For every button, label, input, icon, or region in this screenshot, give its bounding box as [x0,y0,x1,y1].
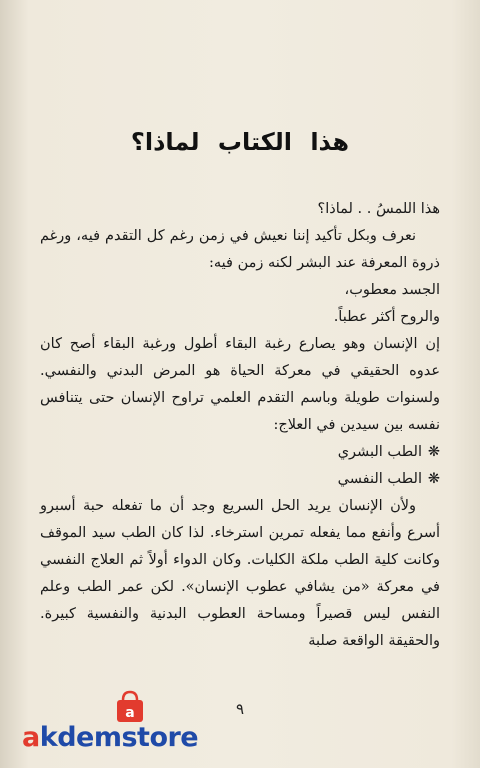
list-item-text: الطب النفسي [337,471,422,487]
paragraph: والروح أكثر عطباً. [333,309,440,325]
list-item-text: الطب البشري [337,444,422,460]
list-item [40,439,440,466]
paragraph: الجسد معطوب، [344,282,440,298]
chapter-title: هذا الكتاب لماذا؟ [130,128,350,156]
paragraph: إن الإنسان وهو يصارع رغبة البقاء أطول ورغبة البقاء أصح كان عدوه الحقيقي في معركة الحياة هو المرض البدني والنفسي. ولسنوات طويلة وباسم التقدم العلمي تراوح الإنسان حتى يتنافس نفسه بين سيدين في العلاج: [40,336,440,433]
svg-text:a: a [125,705,135,721]
body-text [40,196,440,655]
paragraph: نعرف وبكل تأكيد إننا نعيش في زمن رغم كل التقدم فيه، ورغم ذروة المعرفة عند البشر لكنه زمن فيه: [40,228,440,271]
page-number: ٩ [235,700,245,718]
paragraph: ولأن الإنسان يريد الحل السريع وجد أن ما تفعله حبة أسبرو أسرع وأنفع مما يفعله تمرين استرخاء. لذا كان الطب سيد الموقف وكانت كلية الطب ملكة الكليات. وكان الدواء أولاً ثم العلاج النفسي في معركة «من يشافي عطوب الإنسان». لكن عمر الطب وعلم النفس ليس قصيراً ومساحة العطوب البدنية والنفسية كبيرة. والحقيقة الواقعة صلبة [40,498,440,649]
bullet-icon: ❋ [427,444,440,460]
logo-wordmark: akdemstore [22,722,199,753]
list-item [40,466,440,493]
paragraph: هذا اللمسُ . . لماذا؟ [317,201,440,217]
store-logo [22,690,222,760]
bullet-icon: ❋ [427,471,440,487]
bag-icon [110,690,150,724]
